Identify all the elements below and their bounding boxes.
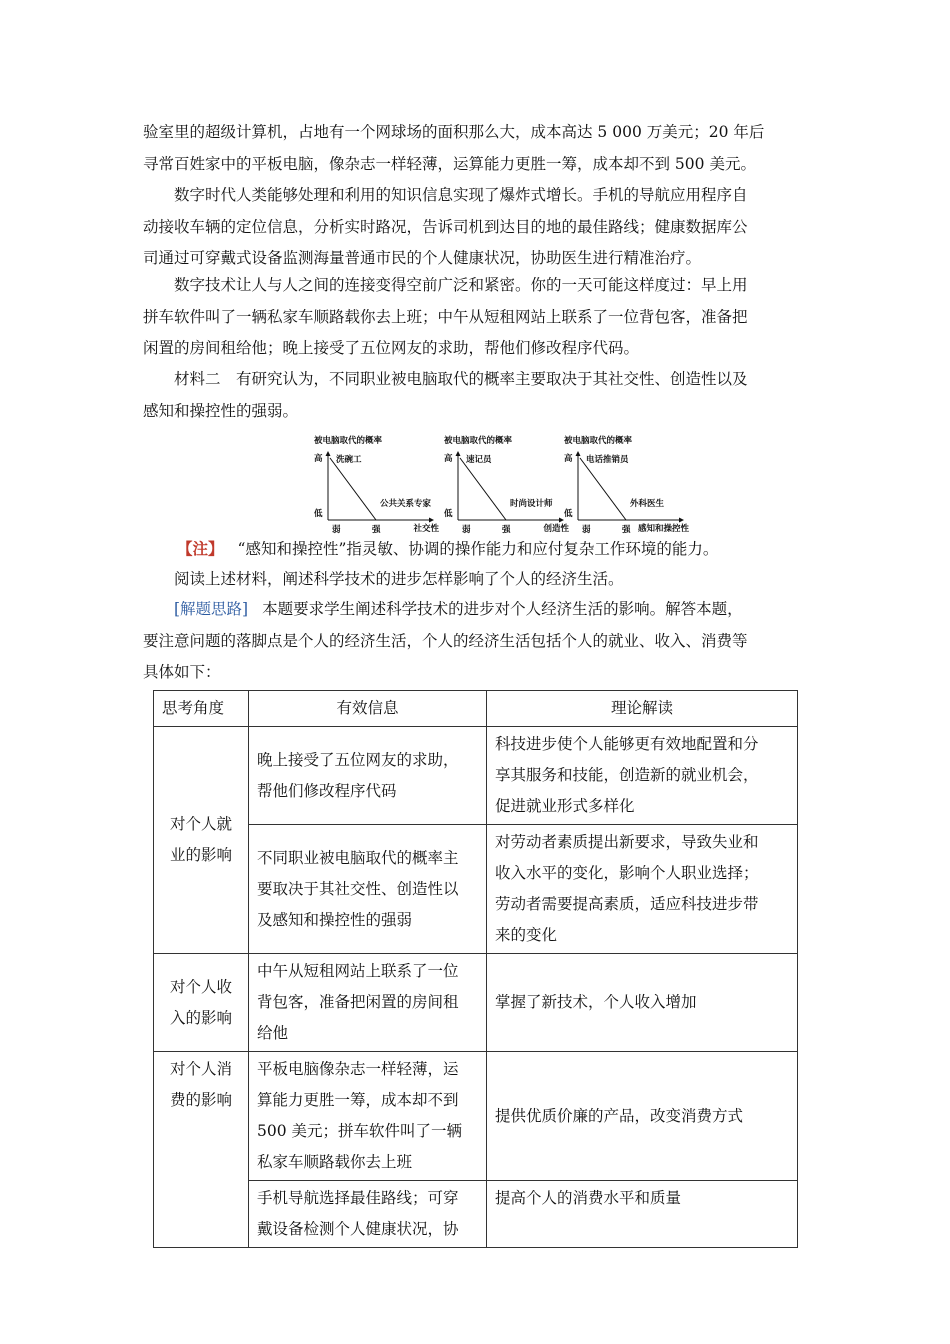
text-line: 要注意问题的落脚点是个人的经济生活，个人的经济生活包括个人的就业、收入、消费等: [143, 631, 748, 650]
cell-line: 科技进步使个人能够更有效地配置和分: [495, 735, 759, 753]
x-tick-label: 强: [502, 525, 511, 535]
cell-line: 掌握了新技术，个人收入增加: [495, 993, 697, 1011]
x-tick-label: 强: [622, 525, 631, 535]
series-line: [330, 458, 376, 520]
x-axis-label: 创造性: [543, 524, 569, 534]
x-tick-label: 强: [372, 525, 381, 535]
cell-line: 对个人消: [169, 1060, 232, 1078]
text-line: 验室里的超级计算机，占地有一个网球场的面积那么大，成本高达 5 000 万美元；20 年后: [143, 123, 765, 141]
cell-line: 中午从短租网站上联系了一位: [257, 962, 459, 980]
x-axis-arrow: [679, 518, 684, 523]
table-row: [154, 727, 798, 825]
y-tick-label: 低: [444, 509, 453, 519]
paragraph-2: [143, 180, 803, 275]
note: [143, 533, 803, 566]
cell-line: 对个人就: [169, 815, 232, 833]
text-line: 数字时代人类能够处理和利用的知识信息实现了爆炸式增长。手机的导航应用程序自: [174, 186, 748, 204]
data-label: 时尚设计师: [510, 499, 553, 509]
data-label: 外科医生: [630, 499, 665, 509]
question: [143, 564, 803, 596]
cell-line: 私家车顺路载你去上班: [257, 1153, 413, 1171]
y-tick-label: 高: [314, 454, 323, 464]
cell-line: 收入水平的变化，影响个人职业选择；: [495, 864, 759, 882]
x-axis-label: 社交性: [413, 524, 439, 534]
cell-line: 戴设备检测个人健康状况，协: [257, 1220, 459, 1238]
table-header: 理论解读: [487, 691, 798, 727]
series-line: [460, 458, 506, 520]
y-axis-arrow: [576, 451, 581, 456]
cell-line: 及感知和操控性的强弱: [257, 910, 413, 929]
theory-cell: [487, 727, 798, 825]
table-header: 有效信息: [249, 691, 487, 727]
paragraph-3: [143, 270, 803, 365]
y-axis-arrow: [456, 451, 461, 456]
paragraph-1: [143, 117, 803, 180]
y-axis-arrow: [326, 451, 331, 456]
table-row: [154, 1181, 798, 1248]
text-line: 拼车软件叫了一辆私家车顺路载你去上班；中午从短租网站上联系了一位背包客，准备把: [143, 307, 748, 326]
chart-2: [443, 435, 569, 535]
theory-cell: [487, 825, 798, 954]
cell-line: 享其服务和技能，创造新的就业机会，: [495, 766, 759, 784]
table-row: [154, 825, 798, 954]
data-label: 公共关系专家: [380, 499, 432, 509]
text-line: [143, 594, 803, 626]
info-cell: [249, 1181, 487, 1248]
text-line: 感知和操控性的强弱。: [143, 401, 299, 420]
x-axis-label: 感知和操控性: [637, 524, 689, 534]
analysis-table: [153, 690, 798, 1248]
text-line: 司通过可穿戴式设备监测海量普通市民的个人健康状况，协助医生进行精准治疗。: [143, 249, 702, 267]
info-cell: [249, 1052, 487, 1181]
cell-line: 手机导航选择最佳路线；可穿: [257, 1189, 459, 1207]
chart-title: 被电脑取代的概率: [314, 436, 383, 446]
table-row: [154, 1052, 798, 1181]
chart-3: [563, 435, 689, 535]
y-tick-label: 高: [444, 454, 453, 464]
cell-line: 平板电脑像杂志一样轻薄，运: [257, 1060, 459, 1078]
aspect-cell: [154, 1052, 249, 1248]
cell-line: 劳动者需要提高素质，适应科技进步带: [495, 895, 759, 913]
text-line: 寻常百姓家中的平板电脑，像杂志一样轻薄，运算能力更胜一筹，成本却不到 500 美元。: [143, 154, 756, 173]
paragraph-material-2: [143, 364, 803, 427]
series-line: [580, 458, 626, 520]
aspect-cell: [154, 954, 249, 1052]
hint-text: 本题要求学生阐述科学技术的进步对个人经济生活的影响。解答本题，: [262, 600, 743, 618]
solution-hint: [143, 594, 803, 689]
text-line: 闲置的房间租给他；晚上接受了五位网友的求助，帮他们修改程序代码。: [143, 339, 640, 357]
theory-cell: [487, 954, 798, 1052]
cell-line: 算能力更胜一筹，成本却不到: [257, 1091, 459, 1109]
x-tick-label: 弱: [332, 525, 341, 535]
info-cell: [249, 954, 487, 1052]
chart-title: 被电脑取代的概率: [564, 436, 633, 446]
y-tick-label: 高: [564, 454, 573, 464]
cell-line: 晚上接受了五位网友的求助，: [257, 750, 459, 769]
info-cell: [249, 825, 487, 954]
chart-title: 被电脑取代的概率: [444, 436, 513, 446]
hint-tag: [解题思路]: [174, 600, 249, 618]
table-header-row: [154, 691, 798, 727]
y-tick-label: 低: [314, 509, 323, 519]
x-tick-label: 弱: [582, 525, 591, 535]
chart-1: [313, 435, 439, 535]
text-line: 具体如下：: [143, 663, 221, 681]
data-label: 洗碗工: [336, 455, 362, 465]
cell-line: 背包客，准备把闲置的房间租: [257, 993, 459, 1011]
cell-line: 促进就业形式多样化: [495, 797, 635, 815]
text-line: 数字技术让人与人之间的连接变得空前广泛和紧密。你的一天可能这样度过：早上用: [174, 276, 748, 294]
cell-line: 提供优质价廉的产品，改变消费方式: [495, 1106, 744, 1125]
cell-line: 帮他们修改程序代码: [257, 781, 397, 800]
cell-line: 要取决于其社交性、创造性以: [257, 879, 459, 898]
theory-cell: [487, 1052, 798, 1181]
aspect-cell: [154, 727, 249, 954]
y-tick-label: 低: [564, 509, 573, 519]
text-line: 材料二 有研究认为，不同职业被电脑取代的概率主要取决于其社交性、创造性以及: [174, 370, 748, 388]
data-label: 速记员: [466, 455, 492, 465]
charts-figure: [300, 428, 690, 536]
note-text: “感知和操控性”指灵敏、协调的操作能力和应付复杂工作环境的能力。: [237, 540, 719, 558]
text-line: 阅读上述材料，阐述科学技术的进步怎样影响了个人的经济生活。: [174, 570, 624, 588]
cell-line: 提高个人的消费水平和质量: [495, 1189, 682, 1207]
theory-cell: [487, 1181, 798, 1248]
x-axis-arrow: [429, 518, 434, 523]
cell-line: 入的影响: [169, 1008, 232, 1027]
cell-line: 对个人收: [169, 977, 232, 996]
text-line: 动接收车辆的定位信息，分析实时路况，告诉司机到达目的地的最佳路线；健康数据库公: [143, 217, 748, 236]
cell-line: 对劳动者素质提出新要求，导致失业和: [495, 833, 759, 851]
table-header: 思考角度: [154, 691, 249, 727]
cell-line: 来的变化: [495, 926, 558, 944]
cell-line: 500 美元；拼车软件叫了一辆: [257, 1122, 463, 1140]
cell-line: 业的影响: [169, 846, 232, 864]
cell-line: 不同职业被电脑取代的概率主: [257, 848, 459, 867]
data-label: 电话推销员: [586, 455, 629, 465]
cell-line: 费的影响: [169, 1091, 232, 1109]
x-tick-label: 弱: [462, 525, 471, 535]
cell-line: 给他: [257, 1024, 289, 1042]
text-line: [143, 533, 803, 566]
table-row: [154, 954, 798, 1052]
info-cell: [249, 727, 487, 825]
note-tag: 【注】: [177, 539, 224, 558]
